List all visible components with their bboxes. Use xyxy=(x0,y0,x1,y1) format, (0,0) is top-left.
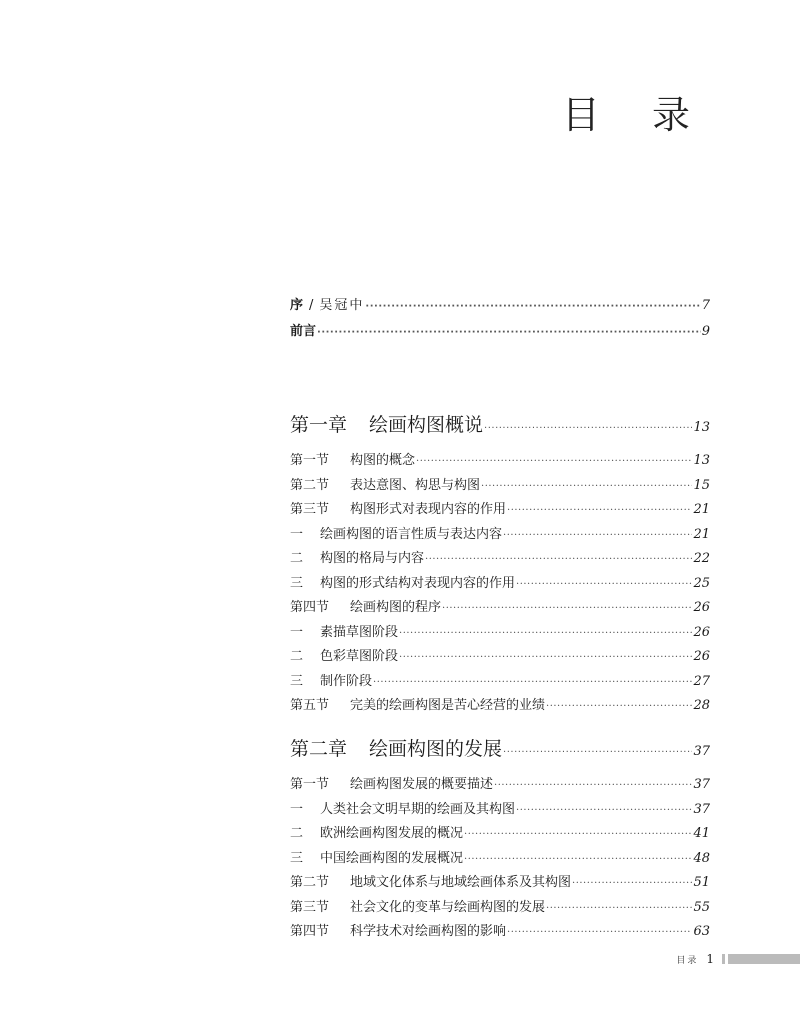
page-number: 21 xyxy=(693,502,710,517)
dot-leader xyxy=(317,327,701,338)
entry-label: 二 xyxy=(290,826,304,841)
toc-entry[interactable] xyxy=(290,773,710,798)
chapter-1-section xyxy=(290,410,710,719)
page-number: 41 xyxy=(693,826,710,841)
toc-entry[interactable] xyxy=(290,498,710,523)
page-number: 25 xyxy=(693,575,710,591)
dot-leader xyxy=(399,652,692,663)
chapter-title: 绘画构图概说 xyxy=(369,414,484,436)
entry-label: 一 xyxy=(290,526,304,542)
entry-text: 完美的绘画构图是苦心经营的业绩 xyxy=(350,698,546,713)
page-number: 55 xyxy=(693,899,710,915)
entry-text: 构图形式对表现内容的作用 xyxy=(350,502,507,517)
entry-label: 第一节 xyxy=(290,453,330,468)
entry-label: 第四节 xyxy=(290,924,330,939)
page-number: 21 xyxy=(693,526,710,542)
entry-label: 前言 xyxy=(290,324,317,339)
dot-leader xyxy=(507,505,692,516)
page-number: 63 xyxy=(693,924,710,939)
entry-text: 中国绘画构图的发展概况 xyxy=(320,850,464,866)
toc-entry[interactable] xyxy=(290,474,710,499)
toc-entry[interactable] xyxy=(290,621,710,646)
dot-leader xyxy=(494,780,692,791)
toc-entry[interactable] xyxy=(290,694,710,719)
chapter-title: 绘画构图的发展 xyxy=(369,738,503,760)
page-number: 37 xyxy=(693,777,710,792)
toc-entry[interactable] xyxy=(290,847,710,872)
entry-text: 构图的形式结构对表现内容的作用 xyxy=(320,575,516,591)
entry-label: 第三节 xyxy=(290,899,330,915)
entry-label: 二 xyxy=(290,649,304,664)
page-title: 目 录 xyxy=(561,93,710,137)
dot-leader xyxy=(416,456,692,467)
toc-entry[interactable] xyxy=(290,920,710,945)
chapter-entries xyxy=(290,773,710,945)
dot-leader xyxy=(516,805,692,816)
dot-leader xyxy=(503,530,692,541)
separator: / xyxy=(309,298,314,313)
entry-text: 表达意图、构思与构图 xyxy=(350,477,481,493)
entry-label: 二 xyxy=(290,551,304,566)
page-number: 37 xyxy=(693,801,710,817)
page-number: 26 xyxy=(693,649,710,664)
page-number: 26 xyxy=(693,624,710,640)
entry-text: 绘画构图的程序 xyxy=(350,600,442,615)
entry-label: 一 xyxy=(290,801,304,817)
chapter-entries xyxy=(290,449,710,719)
dot-leader xyxy=(481,481,692,492)
dot-leader xyxy=(507,927,692,938)
entry-text: 绘画构图发展的概要描述 xyxy=(350,777,494,792)
toc-entry-preface[interactable] xyxy=(290,294,710,320)
page-number: 48 xyxy=(693,850,710,866)
page-number: 51 xyxy=(693,875,710,890)
toc-entry[interactable] xyxy=(290,547,710,572)
entry-text: 地域文化体系与地域绘画体系及其构图 xyxy=(350,875,572,890)
entry-text: 构图的概念 xyxy=(350,453,416,468)
page-number: 15 xyxy=(693,477,710,493)
toc-entry[interactable] xyxy=(290,596,710,621)
dot-leader xyxy=(546,701,692,712)
entry-label: 第一节 xyxy=(290,777,330,792)
entry-label: 第五节 xyxy=(290,698,330,713)
page-number: 13 xyxy=(693,453,710,468)
dot-leader xyxy=(546,903,692,914)
toc-entry[interactable] xyxy=(290,449,710,474)
footer-page-number: 1 xyxy=(706,952,714,966)
page-number: 7 xyxy=(701,298,710,313)
entry-text: 制作阶段 xyxy=(320,673,373,689)
entry-label: 三 xyxy=(290,850,304,866)
toc-entry[interactable] xyxy=(290,670,710,695)
page-number: 13 xyxy=(693,420,710,435)
page-number: 27 xyxy=(693,673,710,689)
dot-leader xyxy=(464,829,692,840)
toc-entry[interactable] xyxy=(290,798,710,823)
page-number: 9 xyxy=(701,324,710,339)
entry-label: 序 xyxy=(290,298,304,313)
entry-text: 绘画构图的语言性质与表达内容 xyxy=(320,526,503,542)
entry-label: 三 xyxy=(290,575,304,591)
entry-label: 三 xyxy=(290,673,304,689)
chapter-number: 第二章 xyxy=(290,738,348,760)
page-number: 22 xyxy=(693,551,710,566)
entry-label: 第二节 xyxy=(290,477,330,493)
dot-leader xyxy=(365,301,700,312)
entry-label: 一 xyxy=(290,624,304,640)
entry-text: 构图的格局与内容 xyxy=(320,551,425,566)
toc-entry[interactable] xyxy=(290,523,710,548)
chapter-2-section xyxy=(290,734,710,945)
entry-label: 第四节 xyxy=(290,600,330,615)
page-number: 26 xyxy=(693,600,710,615)
chapter-number: 第一章 xyxy=(290,414,348,436)
toc-entry[interactable] xyxy=(290,645,710,670)
dot-leader xyxy=(399,628,692,639)
dot-leader xyxy=(516,579,692,590)
entry-text: 色彩草图阶段 xyxy=(320,649,399,664)
entry-label: 第三节 xyxy=(290,502,330,517)
footer-label: 目录 xyxy=(676,955,699,966)
chapter-heading[interactable] xyxy=(290,410,710,438)
dot-leader xyxy=(425,554,692,565)
dot-leader xyxy=(572,878,692,889)
dot-leader xyxy=(464,854,692,865)
toc-entry[interactable] xyxy=(290,871,710,896)
dot-leader xyxy=(373,677,692,688)
dot-leader xyxy=(484,423,692,434)
dot-leader xyxy=(442,603,692,614)
preface-author: 吴冠中 xyxy=(319,298,365,313)
footer-bar xyxy=(728,954,800,964)
toc-entry[interactable] xyxy=(290,822,710,847)
page-footer xyxy=(676,952,800,966)
toc-entry[interactable] xyxy=(290,896,710,921)
entry-text: 社会文化的变革与绘画构图的发展 xyxy=(350,899,546,915)
page-number: 37 xyxy=(693,744,710,759)
chapter-heading[interactable] xyxy=(290,734,710,762)
dot-leader xyxy=(503,747,692,758)
entry-text: 欧洲绘画构图发展的概况 xyxy=(320,826,464,841)
entry-text: 人类社会文明早期的绘画及其构图 xyxy=(320,801,516,817)
toc-entry[interactable] xyxy=(290,572,710,597)
entry-text: 科学技术对绘画构图的影响 xyxy=(350,924,507,939)
front-matter xyxy=(290,294,710,346)
entry-label: 第二节 xyxy=(290,875,330,890)
footer-divider xyxy=(722,954,725,964)
toc-entry-foreword[interactable] xyxy=(290,320,710,346)
entry-text: 素描草图阶段 xyxy=(320,624,399,640)
page-number: 28 xyxy=(693,698,710,713)
